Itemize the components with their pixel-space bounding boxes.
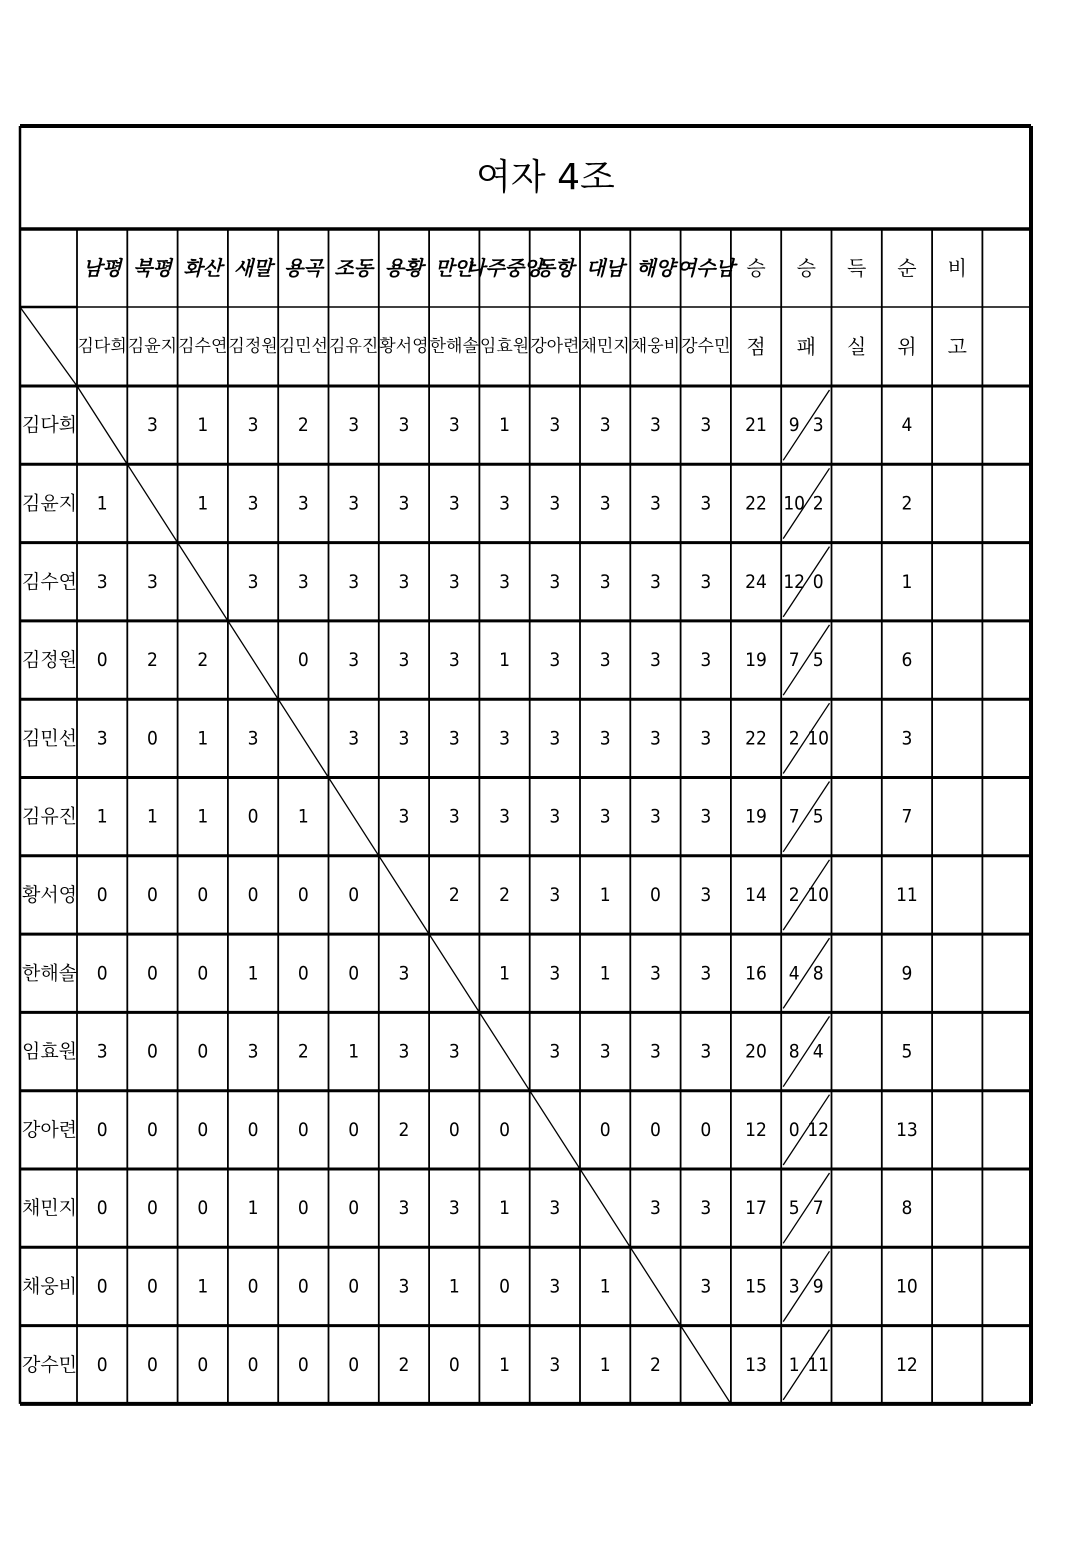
match-score: 3 xyxy=(499,492,510,515)
match-score: 1 xyxy=(197,414,209,437)
row-player-name: 임효원 xyxy=(21,1040,78,1063)
match-score: 1 xyxy=(599,1353,611,1376)
match-score: 3 xyxy=(398,414,410,437)
points-value: 14 xyxy=(745,883,767,906)
match-score: 3 xyxy=(650,805,661,828)
match-score: 3 xyxy=(700,649,712,672)
match-score: 3 xyxy=(650,649,661,672)
match-score: 1 xyxy=(247,962,259,985)
row-player-name: 김수연 xyxy=(21,570,78,593)
rank-value: 4 xyxy=(901,414,913,437)
match-score: 3 xyxy=(599,570,611,593)
match-score: 1 xyxy=(599,962,611,985)
match-score: 0 xyxy=(96,1353,108,1376)
rank-value: 10 xyxy=(896,1275,918,1298)
match-score: 3 xyxy=(549,1353,561,1376)
match-score: 3 xyxy=(650,1040,661,1063)
losses-value: 10 xyxy=(807,727,830,750)
rank-value: 9 xyxy=(901,962,913,985)
match-score: 0 xyxy=(297,1275,309,1298)
losses-value: 7 xyxy=(812,1197,824,1220)
match-score: 3 xyxy=(499,805,510,828)
match-score: 3 xyxy=(448,1197,460,1220)
match-score: 3 xyxy=(247,727,259,750)
points-value: 13 xyxy=(745,1353,767,1376)
row-player-name: 김다희 xyxy=(21,414,78,437)
match-score: 3 xyxy=(499,727,510,750)
match-score: 2 xyxy=(499,883,510,906)
match-score: 3 xyxy=(499,570,510,593)
row-player-name: 강아련 xyxy=(21,1118,78,1141)
match-score: 0 xyxy=(297,962,309,985)
match-score: 3 xyxy=(147,570,158,593)
match-score: 0 xyxy=(348,1118,360,1141)
match-score: 3 xyxy=(448,414,460,437)
match-score: 3 xyxy=(700,570,712,593)
match-score: 3 xyxy=(348,414,360,437)
match-score: 3 xyxy=(549,883,561,906)
points-value: 17 xyxy=(745,1197,767,1220)
points-value: 19 xyxy=(745,805,767,828)
match-score: 0 xyxy=(499,1275,510,1298)
points-value: 22 xyxy=(745,492,767,515)
match-score: 0 xyxy=(297,883,309,906)
points-value: 16 xyxy=(745,962,767,985)
school-name: 북평 xyxy=(133,256,172,280)
match-score: 3 xyxy=(549,1275,561,1298)
match-score: 1 xyxy=(499,1197,510,1220)
player-name: 강아련 xyxy=(530,336,580,357)
losses-value: 4 xyxy=(812,1040,824,1063)
wins-value: 4 xyxy=(788,962,800,985)
match-score: 0 xyxy=(297,1197,309,1220)
match-score: 0 xyxy=(348,883,360,906)
match-score: 3 xyxy=(700,492,712,515)
losses-value: 5 xyxy=(812,649,824,672)
losses-value: 12 xyxy=(807,1118,830,1141)
table-cells xyxy=(22,256,967,1376)
match-score: 3 xyxy=(398,492,410,515)
points-header: 점 xyxy=(746,334,766,359)
winloss-header: 승 xyxy=(796,256,817,280)
row-player-name: 강수민 xyxy=(21,1353,78,1376)
match-score: 1 xyxy=(96,492,108,515)
match-score: 3 xyxy=(398,805,410,828)
match-score: 0 xyxy=(96,1118,108,1141)
note-header: 비 xyxy=(947,256,967,280)
row-player-name: 채웅비 xyxy=(21,1275,78,1298)
match-score: 3 xyxy=(599,649,611,672)
rank-value: 2 xyxy=(901,492,913,515)
school-name: 조동 xyxy=(334,256,373,280)
losses-value: 0 xyxy=(812,570,824,593)
match-score: 0 xyxy=(147,1275,158,1298)
match-score: 3 xyxy=(650,414,661,437)
school-name: 해양 xyxy=(636,256,675,280)
match-score: 0 xyxy=(96,962,108,985)
match-score: 0 xyxy=(247,883,259,906)
match-score: 3 xyxy=(247,1040,259,1063)
match-score: 3 xyxy=(549,570,561,593)
match-score: 3 xyxy=(599,414,611,437)
match-score: 3 xyxy=(96,727,108,750)
match-score: 3 xyxy=(599,1040,611,1063)
player-name: 채웅비 xyxy=(630,336,681,357)
match-score: 3 xyxy=(650,570,661,593)
match-score: 3 xyxy=(96,1040,108,1063)
wins-value: 7 xyxy=(788,805,800,828)
match-score: 3 xyxy=(247,492,259,515)
match-score: 3 xyxy=(348,492,360,515)
match-score: 2 xyxy=(398,1118,410,1141)
points-value: 12 xyxy=(745,1118,767,1141)
rank-value: 5 xyxy=(901,1040,913,1063)
losses-value: 2 xyxy=(812,492,824,515)
match-score: 2 xyxy=(297,414,309,437)
match-score: 1 xyxy=(499,649,510,672)
match-score: 0 xyxy=(197,1353,209,1376)
match-score: 3 xyxy=(398,962,410,985)
match-score: 3 xyxy=(599,727,611,750)
match-score: 0 xyxy=(599,1118,611,1141)
match-score: 0 xyxy=(297,1353,309,1376)
corner-diagonal xyxy=(20,307,77,386)
match-score: 0 xyxy=(147,962,158,985)
wins-value: 1 xyxy=(788,1353,800,1376)
match-score: 3 xyxy=(700,414,712,437)
match-score: 3 xyxy=(398,1040,410,1063)
match-score: 3 xyxy=(650,1197,661,1220)
diff-header: 실 xyxy=(846,334,867,359)
rank-value: 3 xyxy=(901,727,913,750)
match-score: 0 xyxy=(297,1118,309,1141)
match-score: 2 xyxy=(297,1040,309,1063)
player-name: 김민선 xyxy=(278,336,328,357)
rank-value: 7 xyxy=(901,805,913,828)
wins-value: 7 xyxy=(788,649,800,672)
losses-value: 9 xyxy=(812,1275,824,1298)
player-name: 김수연 xyxy=(178,336,228,357)
match-score: 3 xyxy=(549,962,561,985)
match-score: 3 xyxy=(700,1040,712,1063)
match-score: 0 xyxy=(448,1353,460,1376)
match-score: 3 xyxy=(247,414,259,437)
match-score: 3 xyxy=(650,492,661,515)
match-score: 3 xyxy=(549,805,561,828)
match-score: 3 xyxy=(700,883,712,906)
match-score: 3 xyxy=(549,1040,561,1063)
rank-value: 13 xyxy=(896,1118,918,1141)
match-score: 3 xyxy=(297,492,309,515)
player-name: 황서영 xyxy=(379,336,429,357)
match-score: 3 xyxy=(398,649,410,672)
player-name: 김정원 xyxy=(228,336,278,357)
match-score: 0 xyxy=(348,1197,360,1220)
row-player-name: 김민선 xyxy=(21,727,78,750)
match-score: 1 xyxy=(147,805,158,828)
match-score: 2 xyxy=(398,1353,410,1376)
match-score: 1 xyxy=(96,805,108,828)
match-score: 3 xyxy=(700,962,712,985)
rank-value: 11 xyxy=(896,883,918,906)
match-score: 0 xyxy=(247,805,259,828)
match-score: 0 xyxy=(96,883,108,906)
match-score: 3 xyxy=(348,570,360,593)
match-score: 0 xyxy=(297,649,309,672)
school-name: 나주중앙 xyxy=(465,256,544,280)
school-name: 새말 xyxy=(233,256,273,280)
row-player-name: 채민지 xyxy=(21,1197,78,1220)
match-score: 1 xyxy=(297,805,309,828)
rank-value: 6 xyxy=(901,649,913,672)
wins-value: 0 xyxy=(788,1118,800,1141)
match-score: 3 xyxy=(549,727,561,750)
match-score: 0 xyxy=(197,1197,209,1220)
match-score: 2 xyxy=(197,649,209,672)
match-score: 0 xyxy=(197,883,209,906)
match-score: 0 xyxy=(197,962,209,985)
wins-value: 5 xyxy=(788,1197,800,1220)
match-score: 2 xyxy=(147,649,158,672)
school-name: 여수남 xyxy=(676,256,735,280)
school-name: 용곡 xyxy=(284,256,323,280)
match-score: 1 xyxy=(197,1275,209,1298)
match-score: 1 xyxy=(197,805,209,828)
match-score: 0 xyxy=(96,1275,108,1298)
match-score: 0 xyxy=(147,1118,158,1141)
row-player-name: 한해솔 xyxy=(21,962,78,985)
points-value: 20 xyxy=(745,1040,767,1063)
school-name: 화산 xyxy=(183,256,223,280)
match-score: 3 xyxy=(549,414,561,437)
match-score: 3 xyxy=(549,1197,561,1220)
match-score: 0 xyxy=(348,1353,360,1376)
match-score: 3 xyxy=(650,962,661,985)
match-score: 1 xyxy=(247,1197,259,1220)
player-name: 김유진 xyxy=(329,336,379,357)
wins-value: 8 xyxy=(788,1040,800,1063)
match-score: 1 xyxy=(599,883,611,906)
row-player-name: 김윤지 xyxy=(21,492,78,515)
player-name: 강수민 xyxy=(681,336,731,357)
rank-header: 순 xyxy=(897,256,917,280)
match-score: 1 xyxy=(499,1353,510,1376)
match-score: 3 xyxy=(650,727,661,750)
match-score: 0 xyxy=(96,649,108,672)
match-score: 3 xyxy=(348,727,360,750)
wins-value: 9 xyxy=(788,414,800,437)
match-score: 0 xyxy=(650,883,661,906)
wins-value: 12 xyxy=(783,570,806,593)
points-value: 24 xyxy=(745,570,767,593)
losses-value: 5 xyxy=(812,805,824,828)
wins-value: 2 xyxy=(788,883,800,906)
match-score: 0 xyxy=(147,883,158,906)
match-score: 0 xyxy=(700,1118,712,1141)
match-score: 3 xyxy=(448,1040,460,1063)
match-score: 3 xyxy=(700,1197,712,1220)
match-score: 3 xyxy=(448,805,460,828)
match-score: 3 xyxy=(297,570,309,593)
school-name: 남평 xyxy=(82,256,122,280)
player-name: 채민지 xyxy=(580,336,630,357)
self-match-diagonal xyxy=(77,386,731,1404)
match-score: 1 xyxy=(197,727,209,750)
points-value: 19 xyxy=(745,649,767,672)
match-score: 3 xyxy=(348,649,360,672)
rank-value: 1 xyxy=(901,570,913,593)
table-grid-lines xyxy=(20,126,1031,1404)
player-name: 한해솔 xyxy=(429,336,479,357)
player-name: 김윤지 xyxy=(127,336,178,357)
match-score: 0 xyxy=(247,1353,259,1376)
wins-value: 10 xyxy=(783,492,806,515)
match-score: 1 xyxy=(197,492,209,515)
match-score: 3 xyxy=(398,727,410,750)
points-value: 21 xyxy=(745,414,767,437)
match-score: 1 xyxy=(499,414,510,437)
winloss-header: 패 xyxy=(796,334,817,359)
match-score: 0 xyxy=(348,1275,360,1298)
table-title: 여자 4조 xyxy=(476,157,615,198)
school-name: 만안 xyxy=(434,256,474,280)
match-score: 3 xyxy=(147,414,158,437)
losses-value: 11 xyxy=(807,1353,830,1376)
rank-header: 위 xyxy=(897,334,917,359)
row-player-name: 김정원 xyxy=(21,649,78,672)
match-score: 3 xyxy=(599,805,611,828)
match-score: 1 xyxy=(348,1040,360,1063)
match-score: 3 xyxy=(700,805,712,828)
diff-header: 득 xyxy=(846,256,867,280)
match-score: 0 xyxy=(348,962,360,985)
match-score: 0 xyxy=(96,1197,108,1220)
losses-value: 10 xyxy=(807,883,830,906)
points-value: 15 xyxy=(745,1275,767,1298)
rank-value: 12 xyxy=(896,1353,918,1376)
match-score: 3 xyxy=(448,492,460,515)
match-score: 2 xyxy=(448,883,460,906)
row-player-name: 김유진 xyxy=(21,805,78,828)
match-score: 0 xyxy=(197,1040,209,1063)
match-score: 3 xyxy=(448,570,460,593)
match-score: 0 xyxy=(147,1353,158,1376)
match-score: 3 xyxy=(96,570,108,593)
match-score: 1 xyxy=(499,962,510,985)
match-score: 0 xyxy=(247,1118,259,1141)
match-score: 2 xyxy=(650,1353,661,1376)
school-name: 대남 xyxy=(585,256,625,280)
match-score: 1 xyxy=(599,1275,611,1298)
match-score: 3 xyxy=(398,1197,410,1220)
match-score: 0 xyxy=(247,1275,259,1298)
match-score: 3 xyxy=(398,570,410,593)
rank-value: 8 xyxy=(901,1197,913,1220)
note-header: 고 xyxy=(947,334,967,359)
losses-value: 3 xyxy=(812,414,824,437)
match-score: 3 xyxy=(448,649,460,672)
points-header: 승 xyxy=(746,256,766,280)
points-value: 22 xyxy=(745,727,767,750)
match-score: 0 xyxy=(499,1118,510,1141)
match-score: 3 xyxy=(549,492,561,515)
match-score: 1 xyxy=(448,1275,460,1298)
school-name: 동항 xyxy=(535,256,575,280)
match-score: 0 xyxy=(197,1118,209,1141)
match-score: 0 xyxy=(147,727,158,750)
school-name: 용황 xyxy=(384,256,424,280)
player-name: 임효원 xyxy=(479,336,530,357)
row-player-name: 황서영 xyxy=(21,883,78,906)
match-score: 3 xyxy=(448,727,460,750)
player-name: 김다희 xyxy=(77,336,127,357)
match-score: 0 xyxy=(448,1118,460,1141)
match-score: 3 xyxy=(599,492,611,515)
wins-value: 3 xyxy=(788,1275,800,1298)
match-score: 3 xyxy=(549,649,561,672)
match-score: 0 xyxy=(147,1197,158,1220)
match-score: 3 xyxy=(700,727,712,750)
match-score: 3 xyxy=(398,1275,410,1298)
match-score: 3 xyxy=(700,1275,712,1298)
wins-value: 2 xyxy=(788,727,800,750)
match-score: 0 xyxy=(147,1040,158,1063)
match-score: 0 xyxy=(650,1118,661,1141)
losses-value: 8 xyxy=(812,962,824,985)
match-score: 3 xyxy=(247,570,259,593)
